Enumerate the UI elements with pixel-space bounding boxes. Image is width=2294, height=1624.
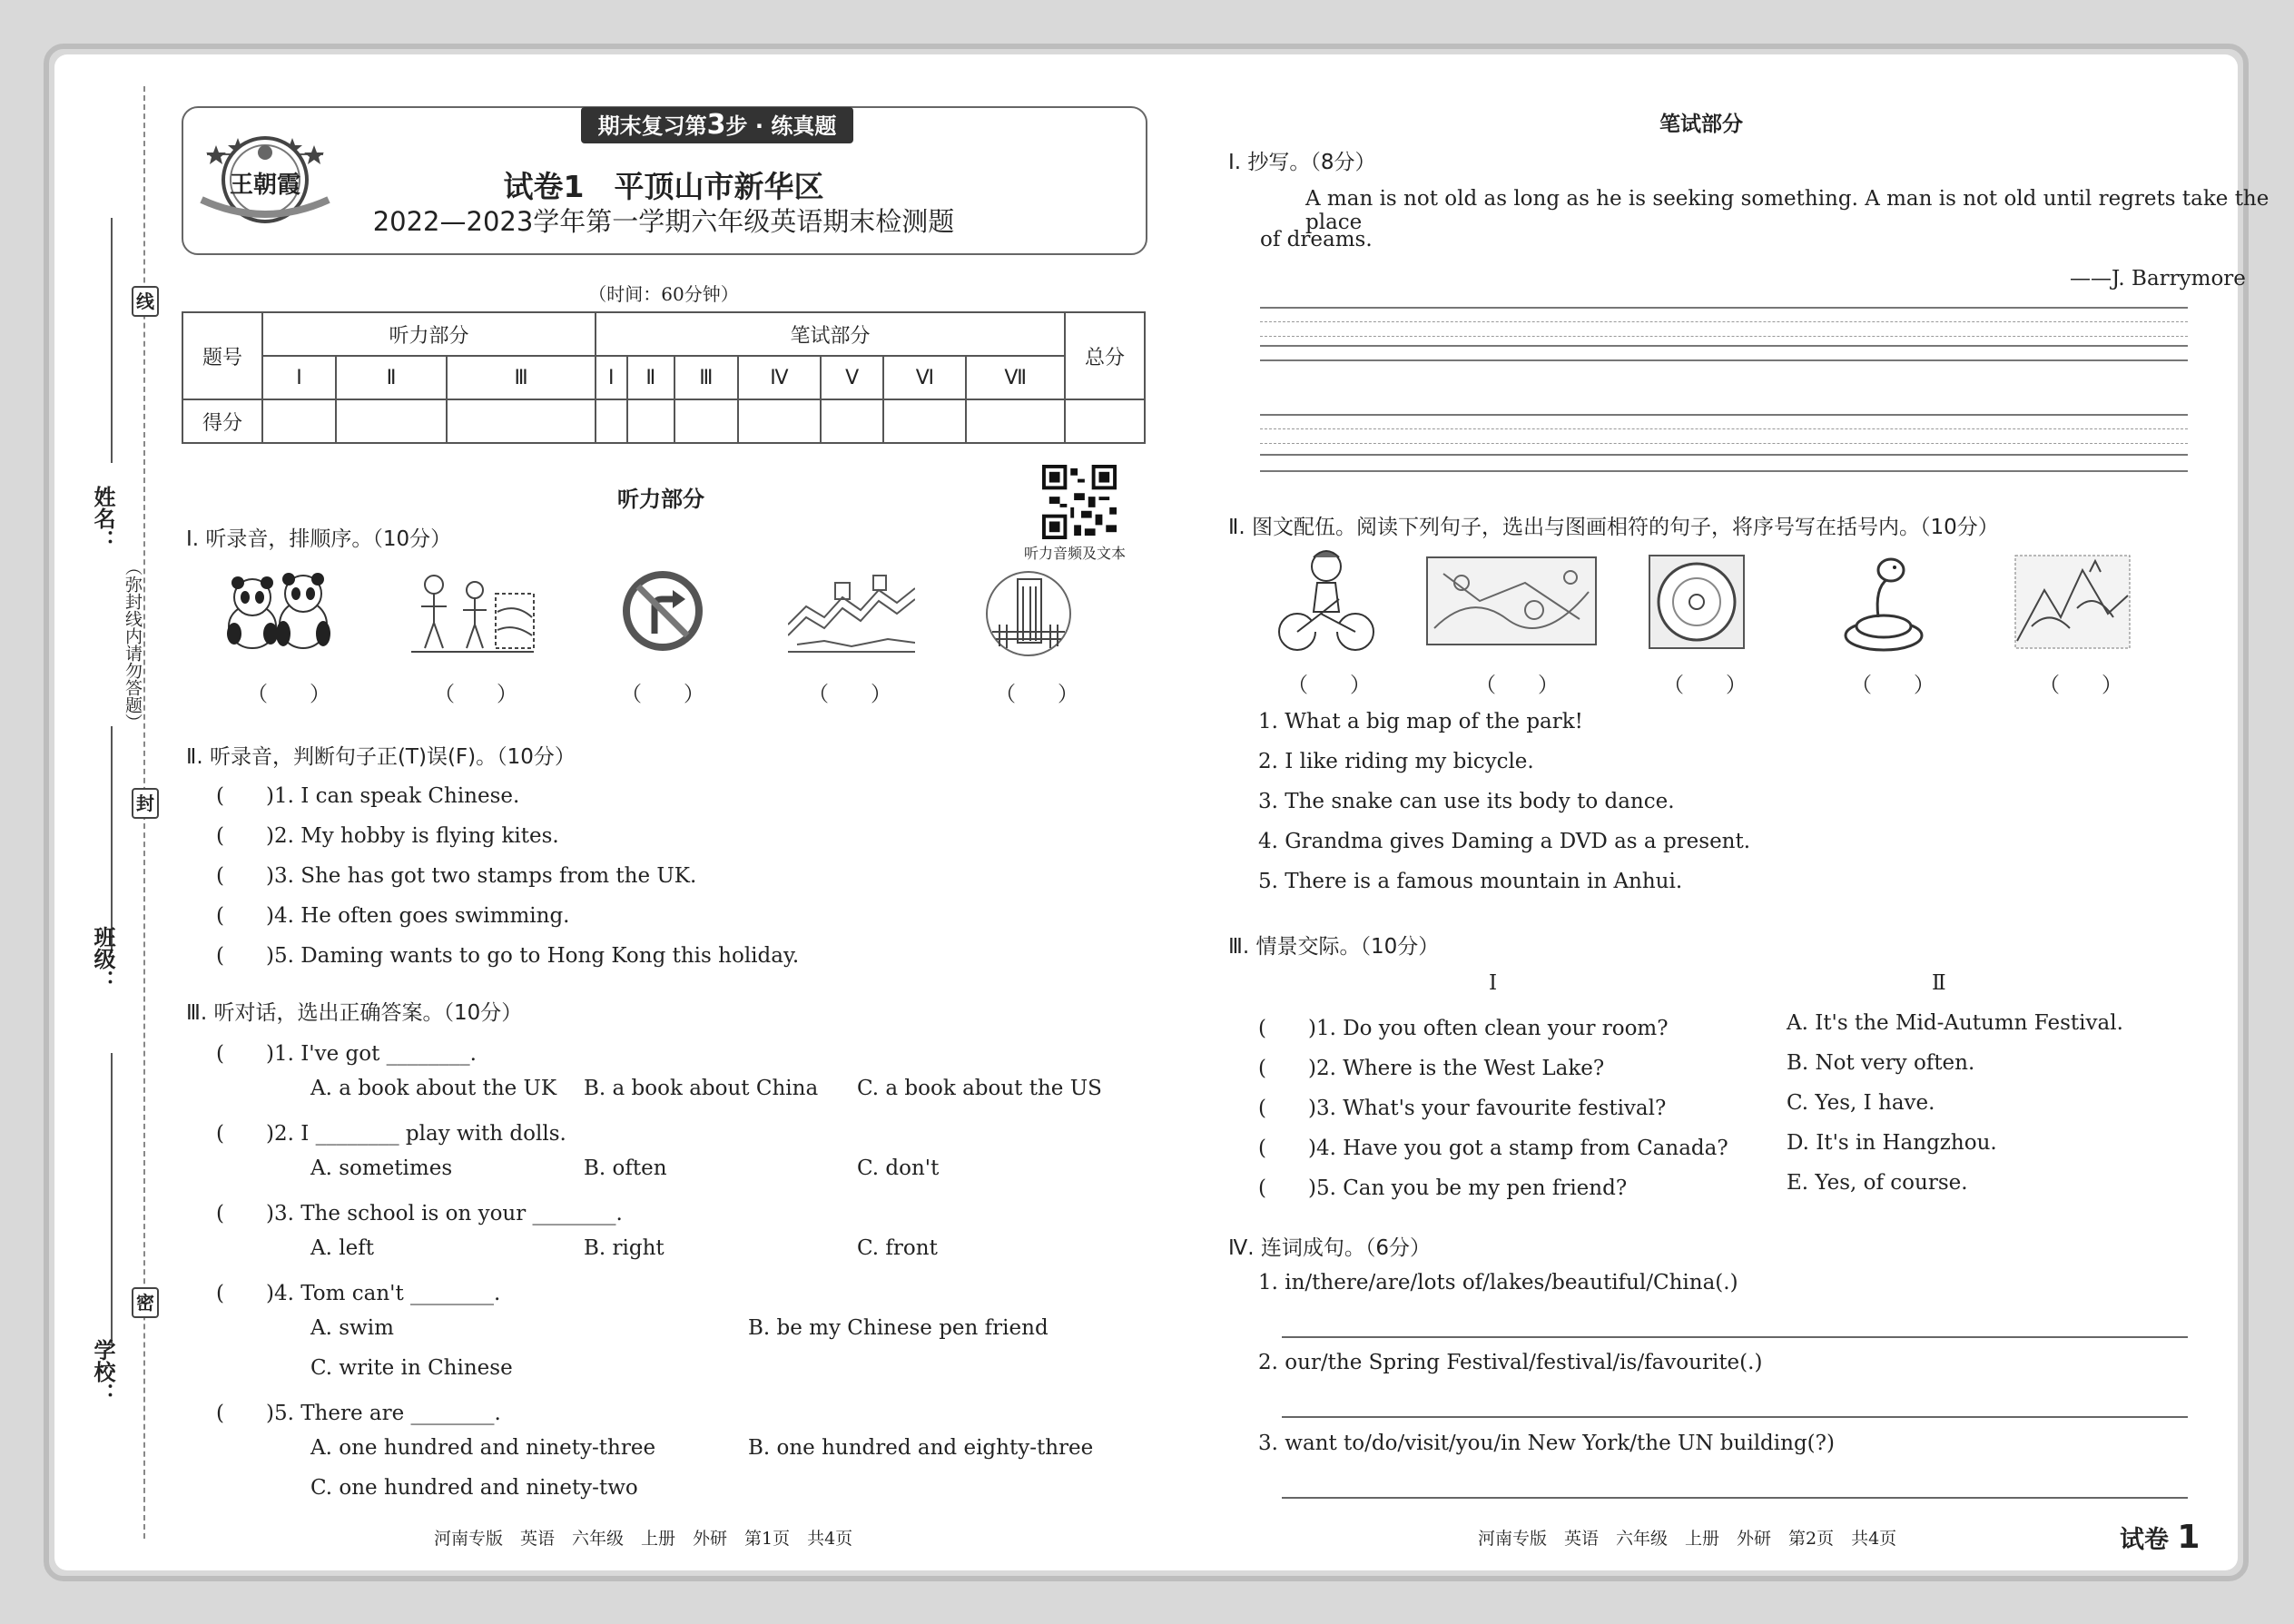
choice-question[interactable]: ( )3. The school is on your ________. <box>216 1202 623 1225</box>
banner-prefix: 期末复习第 <box>597 113 707 139</box>
score-table <box>182 311 1146 444</box>
dialog-question[interactable]: ( )5. Can you be my pen friend? <box>1258 1176 1628 1200</box>
copy-line[interactable] <box>1260 428 2188 429</box>
dialog-question[interactable]: ( )1. Do you often clean your room? <box>1258 1017 1669 1040</box>
listening-header: 听力部分 <box>262 312 596 356</box>
word-order-item: 3. want to/do/visit/you/in New York/the UN building(?) <box>1258 1432 1835 1455</box>
option[interactable]: C. a book about the US <box>857 1077 1102 1100</box>
option[interactable]: A. one hundred and ninety-three <box>310 1436 656 1460</box>
class-label: 班级： <box>90 926 115 991</box>
col-l3: Ⅲ <box>447 356 596 399</box>
no-right-turn-sign <box>622 570 704 652</box>
score-cell[interactable] <box>738 399 821 443</box>
name-write-line[interactable] <box>111 218 113 463</box>
match-sentence: 4. Grandma gives Daming a DVD as a present. <box>1258 830 1751 853</box>
word-order-item: 1. in/there/are/lots of/lakes/beautiful/China(.) <box>1258 1271 1738 1294</box>
score-label: 得分 <box>182 399 262 443</box>
name-label: 姓名： <box>90 486 115 551</box>
dialog-answer: C. Yes, I have. <box>1787 1091 1935 1115</box>
col-w4: Ⅳ <box>738 356 821 399</box>
paper-tag <box>2120 1519 2200 1556</box>
people-picture <box>407 566 538 657</box>
l-section1-title: Ⅰ. 听录音，排顺序。（10分） <box>186 527 452 551</box>
boy-bicycle-picture <box>1275 545 1375 654</box>
match-sentence: 3. The snake can use its body to dance. <box>1258 790 1675 813</box>
dialog-answer: B. Not very often. <box>1787 1051 1975 1075</box>
col-w5: Ⅴ <box>821 356 884 399</box>
copy-line[interactable] <box>1260 336 2188 337</box>
snake-picture <box>1838 552 1929 654</box>
option[interactable]: C. front <box>857 1236 938 1260</box>
col-w3: Ⅲ <box>674 356 738 399</box>
option[interactable]: B. one hundred and eighty-three <box>748 1436 1094 1460</box>
seal-notice: （弥封线内请勿答题） <box>123 558 143 731</box>
banner-step: 3 <box>706 109 726 141</box>
match-sentence: 2. I like riding my bicycle. <box>1258 750 1534 773</box>
score-cell[interactable] <box>262 399 336 443</box>
choice-question[interactable]: ( )4. Tom can't ________. <box>216 1282 501 1305</box>
option[interactable]: B. right <box>584 1236 665 1260</box>
time-limit: （时间：60分钟） <box>588 283 739 305</box>
option[interactable]: B. a book about China <box>584 1077 819 1100</box>
option[interactable]: C. one hundred and ninety-two <box>310 1476 638 1500</box>
score-cell[interactable] <box>596 399 627 443</box>
answer-paren[interactable]: （ ） <box>1851 674 1935 697</box>
col-w6: Ⅵ <box>883 356 966 399</box>
option[interactable]: A. sometimes <box>310 1156 453 1180</box>
answer-line[interactable] <box>1282 1416 2188 1418</box>
option[interactable]: A. a book about the UK <box>310 1077 557 1100</box>
answer-paren[interactable]: （ ） <box>808 683 891 706</box>
answer-paren[interactable]: （ ） <box>1287 674 1371 697</box>
copy-line[interactable] <box>1260 414 2188 416</box>
svg-text:王朝霞: 王朝霞 <box>229 172 301 199</box>
dvd-picture <box>1648 554 1746 650</box>
pandas-picture <box>218 570 336 654</box>
option[interactable]: C. don't <box>857 1156 940 1180</box>
tf-item[interactable]: ( )4. He often goes swimming. <box>216 904 570 928</box>
choice-question[interactable]: ( )2. I ________ play with dolls. <box>216 1122 566 1146</box>
score-cell[interactable] <box>674 399 738 443</box>
copy-line[interactable] <box>1260 345 2188 347</box>
dialog-question[interactable]: ( )2. Where is the West Lake? <box>1258 1057 1605 1080</box>
l-section3-title: Ⅲ. 听对话，选出正确答案。（10分） <box>186 1001 523 1025</box>
writing-header: 笔试部分 <box>596 312 1065 356</box>
answer-paren[interactable]: （ ） <box>621 683 704 706</box>
w-section3-title: Ⅲ. 情景交际。（10分） <box>1228 935 1440 959</box>
col-l2: Ⅱ <box>336 356 447 399</box>
seal-box-seal: 封 <box>132 788 159 819</box>
col-header-2: Ⅱ <box>1932 971 1946 995</box>
banner-suffix: 步 · 练真题 <box>725 113 837 139</box>
great-wall-picture <box>788 570 915 656</box>
col-header-1: Ⅰ <box>1489 971 1498 995</box>
choice-question[interactable]: ( )1. I've got ________. <box>216 1042 477 1066</box>
dialog-answer: E. Yes, of course. <box>1787 1171 1968 1195</box>
tf-item[interactable]: ( )3. She has got two stamps from the UK. <box>216 864 697 888</box>
option[interactable]: A. left <box>310 1236 374 1260</box>
copy-line[interactable] <box>1260 443 2188 444</box>
dialog-question[interactable]: ( )4. Have you got a stamp from Canada? <box>1258 1137 1728 1160</box>
qr-caption: 听力音频及文本 <box>1024 545 1127 562</box>
tf-item[interactable]: ( )1. I can speak Chinese. <box>216 784 520 808</box>
tf-item[interactable]: ( )2. My hobby is flying kites. <box>216 824 559 848</box>
seal-box-secret: 密 <box>132 1287 159 1318</box>
step-banner <box>581 107 853 143</box>
score-cell[interactable] <box>336 399 447 443</box>
answer-line[interactable] <box>1282 1336 2188 1338</box>
option[interactable]: C. write in Chinese <box>310 1356 513 1380</box>
total-header: 总分 <box>1065 312 1145 399</box>
score-cell[interactable] <box>1065 399 1145 443</box>
answer-paren[interactable]: （ ） <box>1663 674 1747 697</box>
exam-subtitle: 2022—2023学年第一学期六年级英语期末检测题 <box>372 206 955 237</box>
copy-line[interactable] <box>1260 321 2188 322</box>
answer-paren[interactable]: （ ） <box>434 683 517 706</box>
copy-line[interactable] <box>1260 359 2188 361</box>
answer-paren[interactable]: （ ） <box>247 683 330 706</box>
copy-line[interactable] <box>1260 470 2188 472</box>
copy-line[interactable] <box>1260 454 2188 456</box>
w-section2-title: Ⅱ. 图文配伍。阅读下列句子，选出与图画相符的句子，将序号写在括号内。（10分） <box>1228 516 1999 539</box>
dialog-answer: D. It's in Hangzhou. <box>1787 1131 1997 1155</box>
score-cell[interactable] <box>447 399 596 443</box>
match-sentence: 5. There is a famous mountain in Anhui. <box>1258 870 1683 893</box>
w-section4-title: Ⅳ. 连词成句。（6分） <box>1228 1236 1431 1260</box>
col-l1: Ⅰ <box>262 356 336 399</box>
score-cell[interactable] <box>883 399 966 443</box>
footer-left: 河南专版 英语 六年级 上册 外研 第1页 共4页 <box>434 1529 853 1549</box>
answer-line[interactable] <box>1282 1497 2188 1499</box>
q-label: 题号 <box>182 312 262 399</box>
tf-item[interactable]: ( )5. Daming wants to go to Hong Kong this holiday. <box>216 944 800 968</box>
paper-tag-label: 试卷 <box>2120 1526 2169 1554</box>
school-label: 学校： <box>90 1339 115 1404</box>
score-cell[interactable] <box>627 399 674 443</box>
answer-paren[interactable]: （ ） <box>995 683 1078 706</box>
quote-author: ——J. Barrymore <box>2070 267 2246 290</box>
score-cell[interactable] <box>966 399 1065 443</box>
building-picture <box>983 568 1074 659</box>
copy-quote-line1: A man is not old as long as he is seeking something. A man is not old until regrets take the place <box>1305 187 2269 234</box>
word-order-item: 2. our/the Spring Festival/festival/is/favourite(.) <box>1258 1351 1763 1374</box>
paper-tag-number: 1 <box>2177 1519 2200 1556</box>
school-write-line[interactable] <box>111 1053 113 1343</box>
listening-title: 听力部分 <box>617 487 704 512</box>
score-cell[interactable] <box>821 399 884 443</box>
w-section1-title: Ⅰ. 抄写。（8分） <box>1228 151 1376 174</box>
answer-paren[interactable]: （ ） <box>1475 674 1559 697</box>
writing-title: 笔试部分 <box>1659 113 1743 136</box>
option[interactable]: B. be my Chinese pen friend <box>748 1316 1049 1340</box>
class-write-line[interactable] <box>111 726 113 953</box>
col-w2: Ⅱ <box>627 356 674 399</box>
match-sentence: 1. What a big map of the park! <box>1258 710 1583 733</box>
seal-box-line: 线 <box>132 286 159 317</box>
exam-title: 试卷1 平顶山市新华区 <box>503 169 824 204</box>
option[interactable]: B. often <box>584 1156 667 1180</box>
dialog-question[interactable]: ( )3. What's your favourite festival? <box>1258 1097 1667 1120</box>
choice-question[interactable]: ( )5. There are ________. <box>216 1402 501 1425</box>
answer-paren[interactable]: （ ） <box>2039 674 2122 697</box>
option[interactable]: A. swim <box>310 1316 394 1340</box>
copy-quote-line2: of dreams. <box>1260 228 1373 251</box>
park-map-picture <box>1425 556 1598 646</box>
dialog-answer: A. It's the Mid-Autumn Festival. <box>1787 1011 2123 1035</box>
col-w7: Ⅶ <box>966 356 1065 399</box>
qr-code-icon[interactable] <box>1042 465 1117 539</box>
footer-right: 河南专版 英语 六年级 上册 外研 第2页 共4页 <box>1478 1529 1897 1549</box>
l-section2-title: Ⅱ. 听录音，判断句子正(T)误(F)。（10分） <box>186 745 576 769</box>
col-w1: Ⅰ <box>596 356 627 399</box>
copy-line[interactable] <box>1260 307 2188 309</box>
mountain-picture <box>2013 554 2132 650</box>
